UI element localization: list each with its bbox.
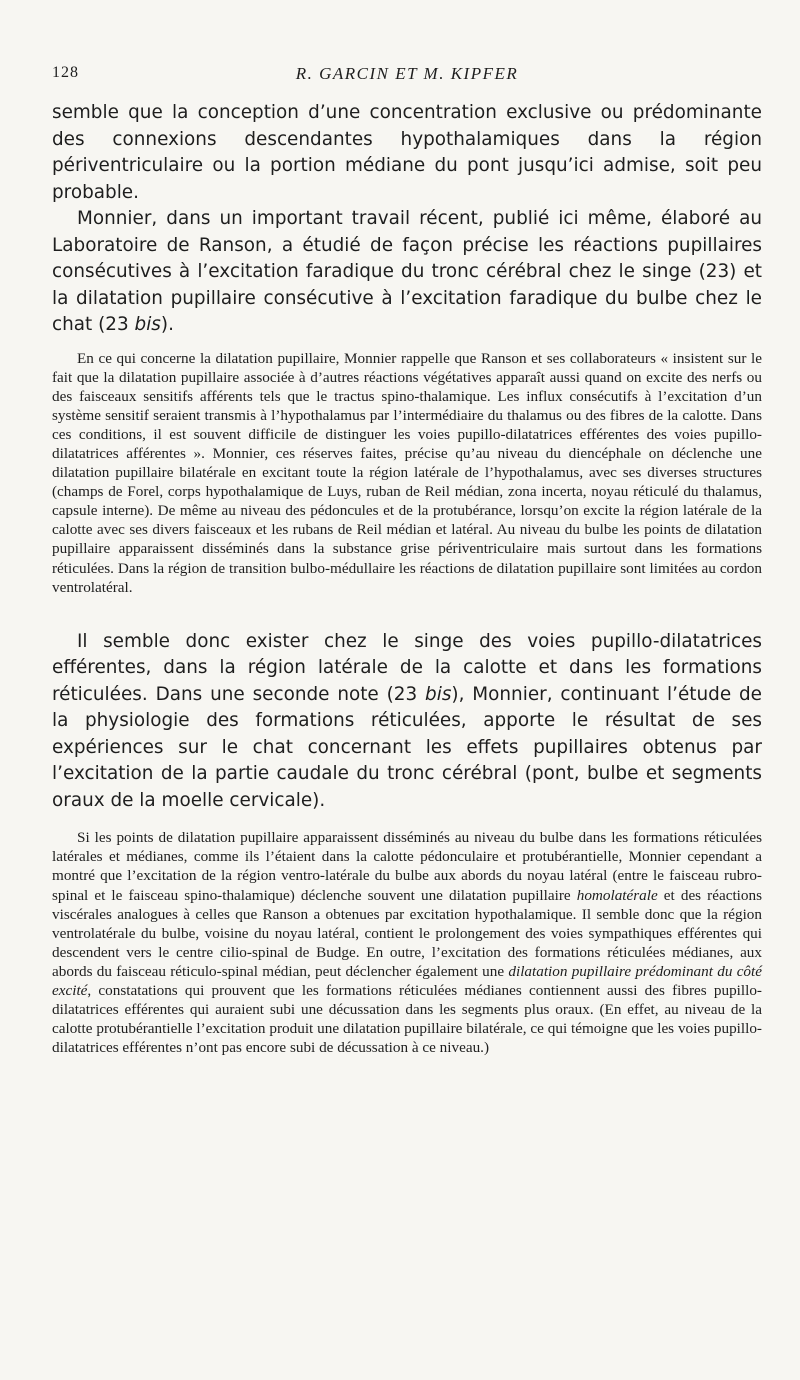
paragraph-1: semble que la conception d’une concentration exclusive ou prédominante des connexions descendantes hypothalamiques dans la région périventriculaire ou la portion médiane du pont jusqu’ici admise, soit peu probable.: [52, 102, 762, 203]
page: [52, 62, 762, 1057]
running-head: [52, 62, 762, 92]
running-title: R. GARCIN ET M. KIPFER: [295, 64, 519, 83]
paragraph-5-small: Si les points de dilatation pupillaire apparaissent disséminés au niveau du bulbe dans les formations réticulées latérales et médianes, comme ils l’étaient dans la calotte pédonculaire et protubérantielle, Monnier cependant a montré que l’excitation de la région ventro-latérale du bulbe aux abords du noyau latéral (entre le faisceau rubro-spinal et le faisceau spino-thalamique) déclenche souvent une dilatation pupillaire homolatérale et des réactions viscérales analogues à celles que Ranson a obtenues par excitation hypothalamique. Il semble donc que la région ventrolatérale du bulbe, voisine du noyau latéral, contient le prolongement des voies sympathiques efférentes qui descendent vers le centre cilio-spinal de Budge. En outre, l’excitation des formations réticulées médianes, aux abords du faisceau réticulo-spinal médian, peut déclencher également une dilatation pupillaire prédominant du côté excité, constatations qui prouvent que les formations réticulées médianes contiennent aussi des fibres pupillo-dilatatrices efférentes qui auraient subi une décussation dans les segments plus oraux. (En effet, au niveau de la calotte protubérantielle l’excitation produit une dilatation pupillaire bilatérale, ce qui témoigne que les voies pupillo-dilatatrices efférentes n’ont pas encore subi de décussation à ce niveau.): [52, 829, 762, 1057]
paragraph-2: Monnier, dans un important travail récent, publié ici même, élaboré au Laboratoire de Ranson, a étudié de façon précise les réactions pupillaires consécutives à l’excitation faradique du tronc cérébral chez le singe (23) et la dilatation pupillaire consécutive à l’excitation faradique du bulbe chez le chat (23 bis).: [52, 208, 762, 335]
page-number: 128: [52, 64, 79, 81]
paragraph-3-small: En ce qui concerne la dilatation pupillaire, Monnier rappelle que Ranson et ses collaborateurs « insistent sur le fait que la dilatation pupillaire associée à d’autres réactions végétatives apparaît aussi quand on excite des nerfs ou des faisceaux sensitifs afférents tels que le tractus spino-thalamique. Les influx consécutifs à l’excitation d’un système sensitif seraient transmis à l’hypothalamus par l’intermédiaire du thalamus ou des fibres de la calotte. Dans ces conditions, il est souvent difficile de distinguer les voies pupillo-dilatatrices efférentes des voies pupillo-dilatatrices afférentes ». Monnier, ces réserves faites, précise qu’au niveau du diencéphale on déclenche une dilatation pupillaire bilatérale en excitant toute la région latérale de l’hypothalamus, avec ses diverses structures (champs de Forel, corps hypothalamique de Luys, ruban de Reil médian, zona incerta, noyau réticulé du thalamus, capsule interne). De même au niveau des pédoncules et de la protubérance, lorsqu’on excite la région latérale de la calotte avec ses divers faisceaux et les rubans de Reil médian et latéral. Au niveau du bulbe les points de dilatation pupillaire apparaissent disséminés dans la substance grise périventriculaire mais surtout dans les formations réticulées. Dans la région de transition bulbo-médullaire les réactions de dilatation pupillaire sont limitées au cordon ventrolatéral.: [52, 349, 762, 596]
paragraph-4: Il semble donc exister chez le singe des voies pupillo-dilatatrices efférentes, dans la région latérale de la calotte et dans les formations réticulées. Dans une seconde note (23 bis), Monnier, continuant l’étude de la physiologie des formations réticulées, apporte le résultat de ses expériences sur le chat concernant les effets pupillaires obtenus par l’excitation de la partie caudale du tronc cérébral (pont, bulbe et segments oraux de la moelle cervicale).: [52, 630, 762, 811]
